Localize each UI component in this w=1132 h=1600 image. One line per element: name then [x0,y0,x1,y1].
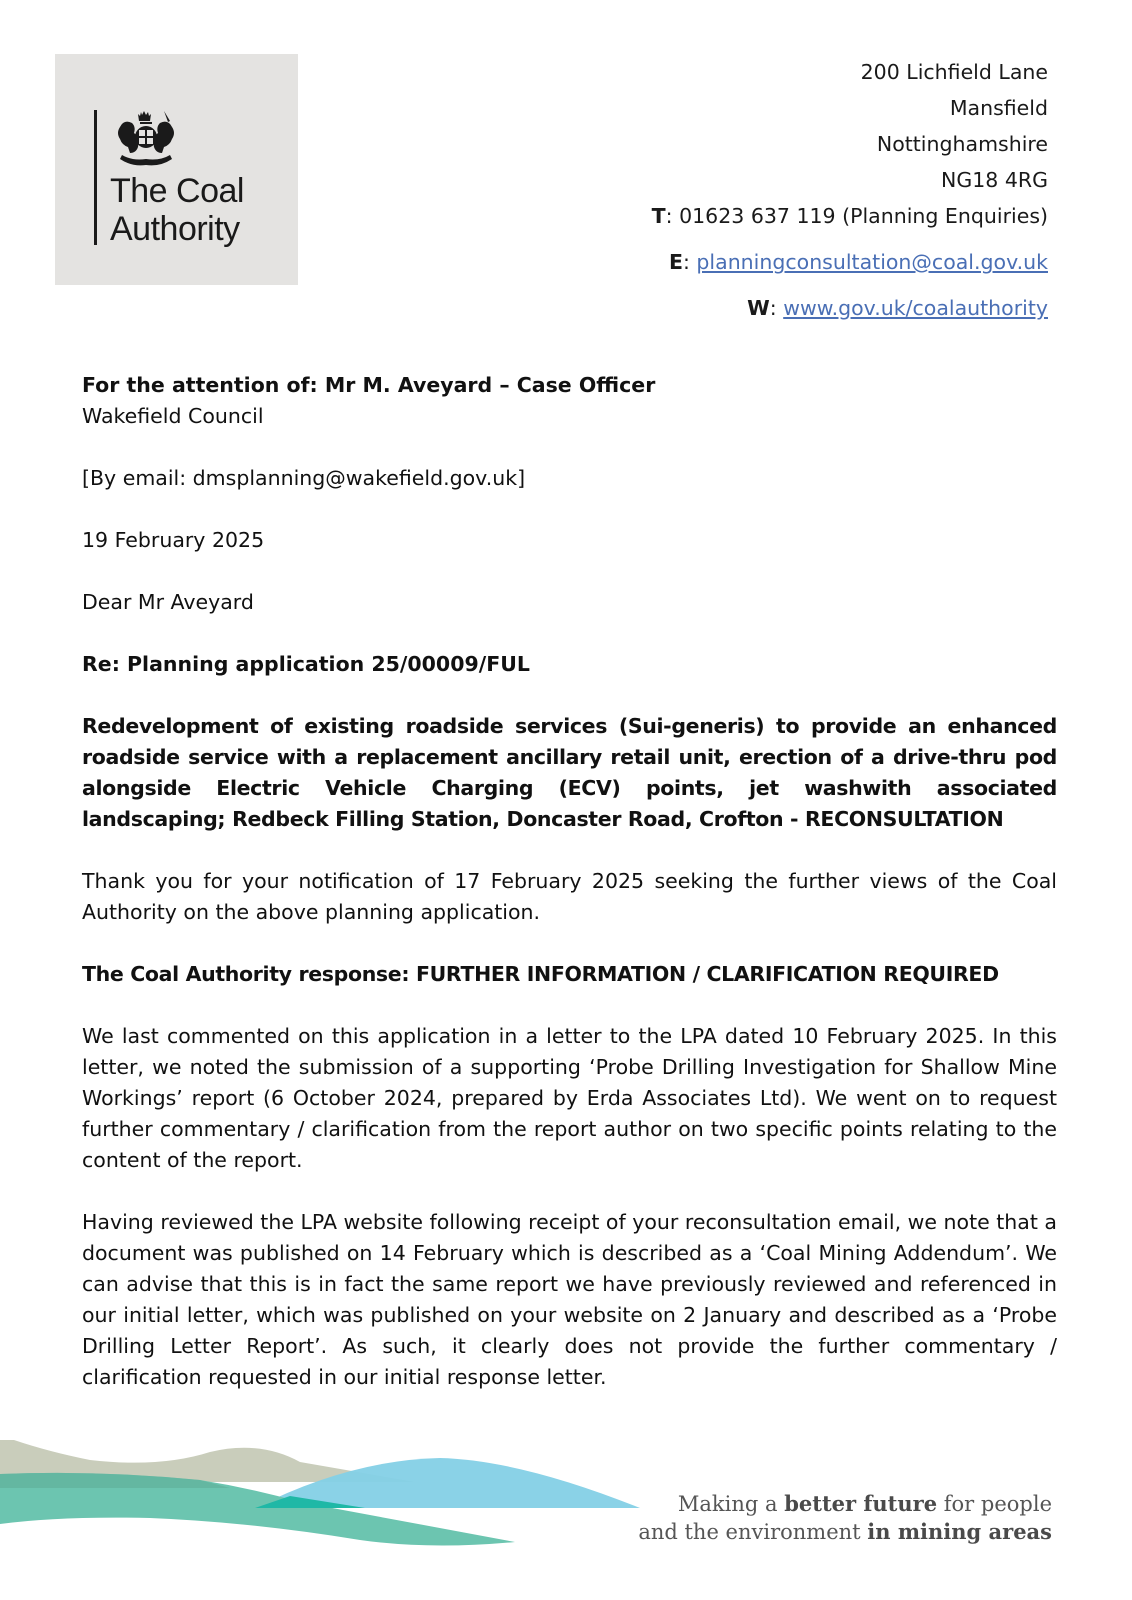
logo-wordmark [110,172,244,248]
footer-wave-graphic [0,1440,660,1560]
web-label: W [747,296,770,320]
address-line-postcode: NG18 4RG [941,168,1048,192]
letter-body [82,370,1057,1393]
web-line: W: www.gov.uk/coalauthority [747,296,1048,320]
by-email-line: [By email: dmsplanning@wakefield.gov.uk] [82,466,526,490]
logo-vertical-rule [94,110,97,245]
phone-number: 01623 637 119 (Planning Enquiries) [679,204,1048,228]
footer-tagline [638,1490,1052,1546]
coal-authority-logo [55,54,298,285]
address-line-county: Nottinghamshire [876,132,1048,156]
application-description: Redevelopment of existing roadside services (Sui-generis) to provide an enhanced roadside service with a replacement ancillary retail unit, erection of a drive-thru pod alongside Electric Vehicle Charging (ECV) points, jet washwith associated landscaping; Redbeck Filling Station, Doncaster Road, Crofton - RECONSULTATION [82,714,1057,831]
address-line-town: Mansfield [949,96,1048,120]
email-link[interactable]: planningconsultation@coal.gov.uk [696,250,1048,274]
paragraph-last-commented: We last commented on this application in a letter to the LPA dated 10 February 2025. In this letter, we noted the submission of a supporting ‘Probe Drilling Investigation for Shallow Mine Workings’ report (6 October 2024, prepared by Erda Associates Ltd). We went on to request further commentary / clarification from the report author on two specific points relating to the content of the report. [82,1024,1057,1172]
paragraph-notification: Thank you for your notification of 17 February 2025 seeking the further views of the Coal Authority on the above planning application. [82,869,1057,924]
email-label: E [668,250,683,274]
address-line-street: 200 Lichfield Lane [860,60,1048,84]
email-line: E: planningconsultation@coal.gov.uk [668,250,1048,274]
royal-coat-of-arms-icon [112,109,180,167]
re-line: Re: Planning application 25/00009/FUL [82,652,530,676]
letter-date: 19 February 2025 [82,528,265,552]
phone-label: T [651,204,666,228]
sender-address-block [652,54,1048,326]
attention-line: For the attention of: Mr M. Aveyard – Case Officer [82,373,656,397]
tagline-line-1: Making a better future for people [677,1491,1052,1516]
logo-line-1: The Coal [110,172,244,210]
response-heading: The Coal Authority response: FURTHER INFORMATION / CLARIFICATION REQUIRED [82,962,999,986]
paragraph-lpa-website-review: Having reviewed the LPA website following receipt of your reconsultation email, we note that a document was published on 14 February which is described as a ‘Coal Mining Addendum’. We can advise that this is in fact the same report we have previously reviewed and referenced in our initial letter, which was published on your website on 2 January and described as a ‘Probe Drilling Letter Report’. As such, it clearly does not provide the further commentary / clarification requested in our initial response letter. [82,1210,1057,1389]
tagline-line-2: and the environment in mining areas [638,1519,1052,1544]
website-link[interactable]: www.gov.uk/coalauthority [783,296,1048,320]
recipient-organisation: Wakefield Council [82,404,264,428]
logo-line-2: Authority [110,210,240,248]
salutation: Dear Mr Aveyard [82,590,254,614]
phone-line: T: 01623 637 119 (Planning Enquiries) [651,204,1048,228]
